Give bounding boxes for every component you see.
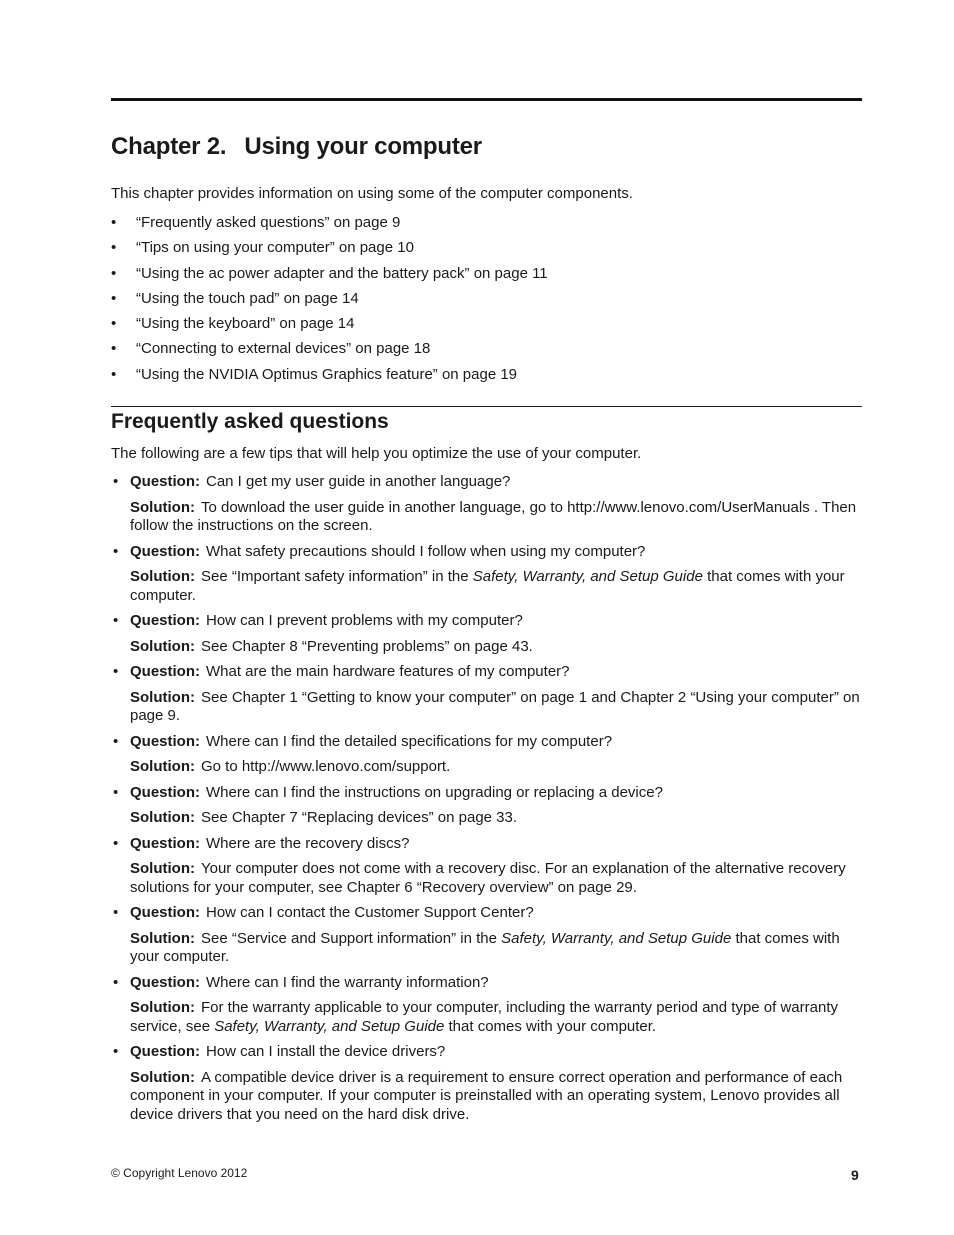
question-text: Can I get my user guide in another language? <box>206 473 511 490</box>
chapter-number: Chapter 2. <box>111 133 227 160</box>
toc-link[interactable]: “Connecting to external devices” on page 18 <box>136 340 431 358</box>
chapter-intro: This chapter provides information on using some of the computer components. <box>111 185 633 202</box>
solution-text: See “Important safety information” in the <box>200 568 473 585</box>
faq-question <box>130 904 862 923</box>
faq-question <box>130 784 862 803</box>
faq-item <box>111 663 862 726</box>
solution-label: Solution: <box>130 568 195 585</box>
solution-text-tail: that comes with your computer. <box>130 568 845 604</box>
faq-solution <box>130 689 862 726</box>
faq-question <box>130 835 862 854</box>
faq-item <box>111 612 862 656</box>
solution-label: Solution: <box>130 688 195 706</box>
faq-list <box>111 473 862 1131</box>
faq-item <box>111 904 862 967</box>
question-text: Where can I find the warranty information? <box>206 973 489 991</box>
toc-link[interactable]: “Using the keyboard” on page 14 <box>136 315 355 333</box>
question-label: Question: <box>130 973 200 991</box>
solution-label: Solution: <box>130 999 195 1016</box>
top-rule <box>111 98 862 101</box>
guide-title: Safety, Warranty, and Setup Guide <box>501 929 732 947</box>
question-text: Where are the recovery discs? <box>206 834 410 852</box>
guide-title: Safety, Warranty, and Setup Guide <box>472 568 703 585</box>
solution-label: Solution: <box>130 758 195 775</box>
solution-text-tail: that comes with your computer. <box>444 1017 657 1035</box>
chapter-toc <box>111 213 548 390</box>
toc-item[interactable] <box>111 365 548 390</box>
faq-solution <box>130 860 862 897</box>
faq-solution <box>130 930 862 967</box>
bullet-icon: • <box>113 973 119 991</box>
page-number: 9 <box>851 1167 859 1183</box>
bullet-icon: • <box>113 783 119 801</box>
solution-text: See Chapter 7 “Replacing devices” on page 33. <box>200 809 518 826</box>
solution-label: Solution: <box>130 637 195 655</box>
question-text: How can I install the device drivers? <box>206 1043 446 1060</box>
chapter-title <box>111 133 482 161</box>
bullet-icon: • <box>111 264 117 282</box>
toc-item[interactable] <box>111 213 548 238</box>
faq-item <box>111 784 862 828</box>
footer-copyright: © Copyright Lenovo 2012 <box>111 1166 248 1180</box>
solution-label: Solution: <box>130 1068 195 1086</box>
bullet-icon: • <box>113 732 119 750</box>
question-label: Question: <box>130 542 200 560</box>
solution-text: See Chapter 8 “Preventing problems” on page 43. <box>200 637 533 655</box>
question-label: Question: <box>130 834 200 852</box>
section-intro: The following are a few tips that will help you optimize the use of your computer. <box>111 445 642 462</box>
solution-text: For the warranty applicable to your computer, including the warranty period and type of warranty service, see <box>130 999 838 1035</box>
faq-item <box>111 543 862 606</box>
bullet-icon: • <box>111 315 117 333</box>
solution-text: See Chapter 1 “Getting to know your computer” on page 1 and Chapter 2 “Using your computer” on page 9. <box>130 688 860 724</box>
question-label: Question: <box>130 904 200 921</box>
solution-text-tail: that comes with your computer. <box>130 929 840 965</box>
toc-item[interactable] <box>111 314 548 339</box>
guide-title: Safety, Warranty, and Setup Guide <box>214 1017 445 1035</box>
faq-question <box>130 473 862 492</box>
bullet-icon: • <box>111 289 117 307</box>
faq-item <box>111 733 862 777</box>
bullet-icon: • <box>111 214 117 231</box>
question-text: What are the main hardware features of my computer? <box>206 663 570 680</box>
question-label: Question: <box>130 1043 200 1060</box>
bullet-icon: • <box>111 239 117 257</box>
solution-text: To download the user guide in another language, go to http://www.lenovo.com/UserManuals . Then follow the instructions on the screen. <box>130 498 857 534</box>
bullet-icon: • <box>113 612 119 629</box>
question-text: Where can I find the detailed specifications for my computer? <box>206 732 613 750</box>
section-title: Frequently asked questions <box>111 410 389 433</box>
faq-question <box>130 543 862 562</box>
bullet-icon: • <box>111 340 117 358</box>
bullet-icon: • <box>113 542 119 560</box>
toc-link[interactable]: “Using the touch pad” on page 14 <box>136 289 359 307</box>
chapter-name: Using your computer <box>244 133 482 160</box>
question-label: Question: <box>130 732 200 750</box>
faq-solution <box>130 999 862 1036</box>
question-text: Where can I find the instructions on upgrading or replacing a device? <box>206 783 663 801</box>
toc-link[interactable]: “Using the ac power adapter and the battery pack” on page 11 <box>136 264 548 282</box>
toc-item[interactable] <box>111 238 548 263</box>
solution-label: Solution: <box>130 929 195 947</box>
solution-label: Solution: <box>130 860 195 877</box>
toc-item[interactable] <box>111 264 548 289</box>
question-text: How can I prevent problems with my computer? <box>206 612 523 629</box>
faq-question <box>130 663 862 682</box>
faq-solution <box>130 638 862 657</box>
faq-solution <box>130 1069 862 1125</box>
toc-item[interactable] <box>111 339 548 364</box>
faq-solution <box>130 499 862 536</box>
toc-item[interactable] <box>111 289 548 314</box>
faq-item <box>111 974 862 1037</box>
bullet-icon: • <box>113 834 119 852</box>
faq-question <box>130 612 862 631</box>
solution-text: Your computer does not come with a recovery disc. For an explanation of the alternative recovery solutions for your computer, see Chapter 6 “Recovery overview” on page 29. <box>130 860 846 896</box>
faq-item <box>111 1043 862 1124</box>
toc-link[interactable]: “Tips on using your computer” on page 10 <box>136 239 414 257</box>
question-label: Question: <box>130 612 200 629</box>
bullet-icon: • <box>113 473 119 490</box>
faq-solution <box>130 809 862 828</box>
section-rule <box>111 406 862 407</box>
bullet-icon: • <box>113 663 119 680</box>
faq-item <box>111 835 862 898</box>
solution-text: A compatible device driver is a requirement to ensure correct operation and performance of each component in your computer. If your computer is preinstalled with an operating system, Lenovo provides all device drivers that you need on the hard disk drive. <box>130 1068 843 1123</box>
solution-label: Solution: <box>130 498 195 516</box>
question-label: Question: <box>130 663 200 680</box>
toc-link[interactable]: “Frequently asked questions” on page 9 <box>136 214 401 231</box>
solution-text: See “Service and Support information” in the <box>200 929 502 947</box>
faq-item <box>111 473 862 536</box>
question-text: What safety precautions should I follow when using my computer? <box>206 542 646 560</box>
bullet-icon: • <box>113 904 119 921</box>
question-text: How can I contact the Customer Support Center? <box>206 904 534 921</box>
solution-text: Go to http://www.lenovo.com/support. <box>200 758 451 775</box>
faq-question <box>130 974 862 993</box>
toc-link[interactable]: “Using the NVIDIA Optimus Graphics feature” on page 19 <box>136 365 518 383</box>
bullet-icon: • <box>111 365 117 383</box>
bullet-icon: • <box>113 1043 119 1060</box>
faq-question <box>130 733 862 752</box>
faq-question <box>130 1043 862 1062</box>
question-label: Question: <box>130 783 200 801</box>
faq-solution <box>130 568 862 605</box>
question-label: Question: <box>130 473 200 490</box>
faq-solution <box>130 758 862 777</box>
solution-label: Solution: <box>130 809 195 826</box>
